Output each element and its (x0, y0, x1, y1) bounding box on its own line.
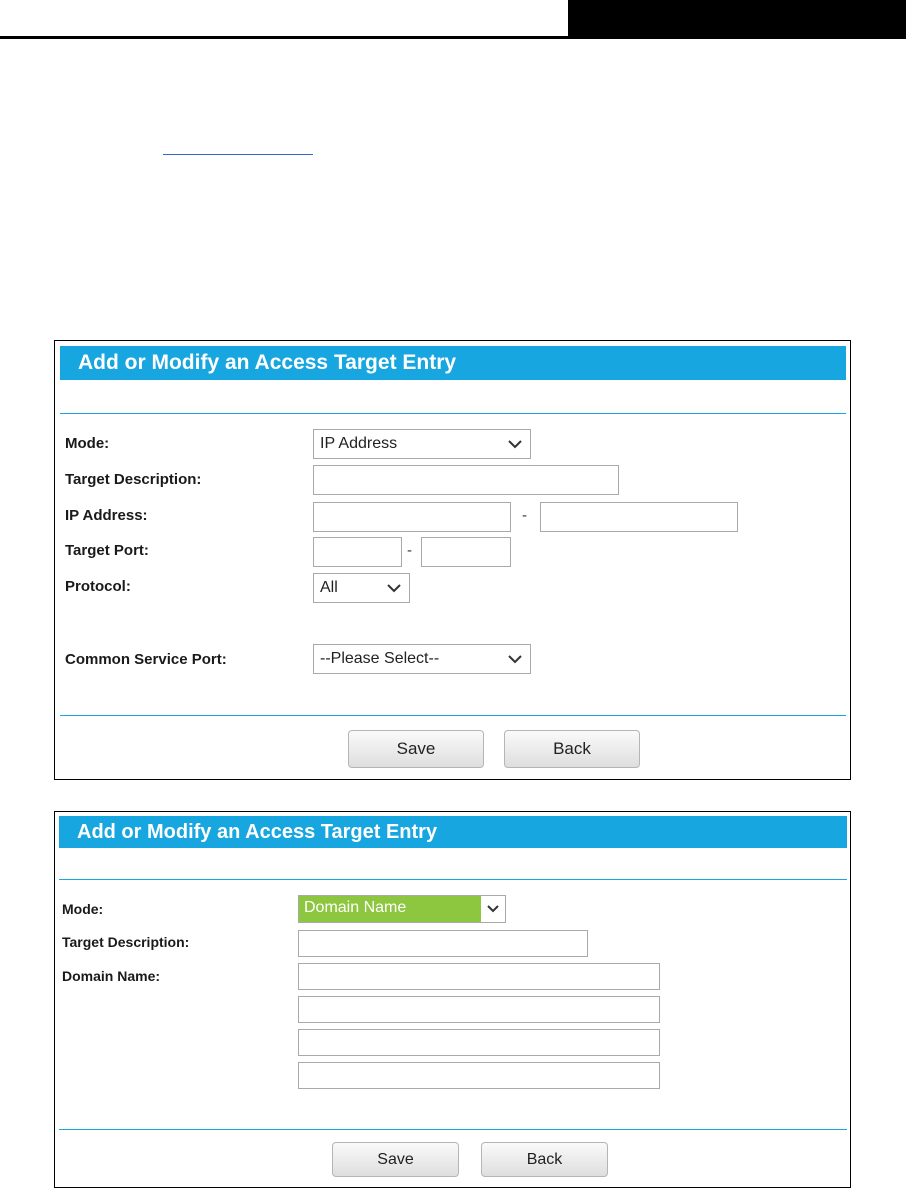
panel-title: Add or Modify an Access Target Entry (59, 816, 847, 848)
save-button[interactable]: Save (348, 730, 484, 768)
back-button[interactable]: Back (481, 1142, 608, 1177)
back-button[interactable]: Back (504, 730, 640, 768)
panel-title: Add or Modify an Access Target Entry (60, 346, 846, 380)
ip-address-end-input[interactable] (540, 502, 738, 532)
chevron-down-icon (506, 430, 524, 458)
common-service-port-label: Common Service Port: (65, 651, 227, 668)
hyperlink-underline[interactable] (163, 154, 313, 155)
separator (60, 413, 846, 414)
protocol-select[interactable] (313, 573, 410, 603)
target-port-label: Target Port: (65, 542, 149, 559)
mode-select-value: IP Address (320, 435, 398, 452)
target-description-label: Target Description: (65, 471, 202, 488)
target-description-label: Target Description: (62, 934, 190, 950)
domain-name-label: Domain Name: (62, 968, 161, 984)
domain-name-input-1[interactable] (298, 963, 660, 990)
save-button[interactable]: Save (332, 1142, 459, 1177)
separator (59, 1129, 847, 1130)
header-rule (0, 36, 906, 39)
ip-address-start-input[interactable] (313, 502, 511, 532)
ip-address-label: IP Address: (65, 507, 148, 524)
common-service-port-value: --Please Select-- (320, 650, 440, 667)
target-description-input[interactable] (298, 930, 588, 957)
chevron-down-icon (506, 645, 524, 673)
target-port-start-input[interactable] (313, 537, 402, 567)
protocol-select-value: All (320, 579, 338, 596)
mode-select[interactable] (313, 429, 531, 459)
target-description-input[interactable] (313, 465, 619, 495)
target-port-end-input[interactable] (421, 537, 511, 567)
protocol-label: Protocol: (65, 578, 131, 595)
separator (59, 879, 847, 880)
separator (60, 715, 846, 716)
chevron-down-icon (481, 896, 505, 922)
domain-name-input-3[interactable] (298, 1029, 660, 1056)
chevron-down-icon (385, 574, 403, 602)
mode-select-value: Domain Name (304, 899, 407, 916)
access-target-panel-ip (54, 340, 851, 780)
domain-name-input-4[interactable] (298, 1062, 660, 1089)
header-black-block (568, 0, 906, 37)
access-target-panel-domain (54, 811, 851, 1188)
mode-select[interactable] (298, 895, 506, 923)
range-dash: - (522, 507, 527, 524)
mode-label: Mode: (62, 901, 104, 917)
domain-name-input-2[interactable] (298, 996, 660, 1023)
range-dash: - (407, 542, 412, 559)
mode-label: Mode: (65, 435, 110, 452)
common-service-port-select[interactable] (313, 644, 531, 674)
